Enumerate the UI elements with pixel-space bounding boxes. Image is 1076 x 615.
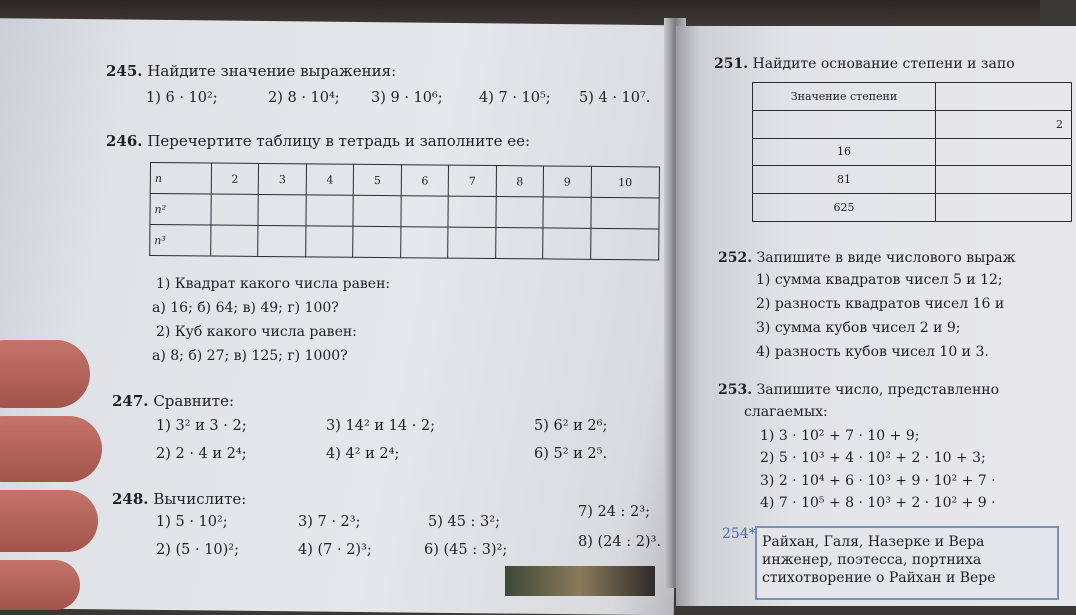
table-cell bbox=[305, 226, 353, 257]
ex245-number: 245. bbox=[106, 62, 143, 80]
ex253-item: 1) 3 · 10² + 7 · 10 + 9; bbox=[760, 428, 920, 444]
ex245-heading bbox=[106, 62, 396, 80]
ex247-item: 1) 3² и 3 · 2; bbox=[156, 418, 247, 434]
ex246-q2-options: а) 8; б) 27; в) 125; г) 1000? bbox=[152, 348, 348, 364]
table-row bbox=[753, 166, 1072, 194]
table-cell bbox=[496, 197, 544, 228]
ex252-item: 4) разность кубов чисел 10 и 3. bbox=[756, 344, 989, 360]
ex252-title: Запишите в виде числового выраж bbox=[756, 250, 1016, 266]
ex251-title: Найдите основание степени и запо bbox=[752, 56, 1015, 72]
ex253-item: 3) 2 · 10⁴ + 6 · 10³ + 9 · 10² + 7 · bbox=[760, 473, 996, 489]
page-illustration bbox=[505, 566, 655, 596]
ex253-item: 4) 7 · 10⁵ + 8 · 10³ + 2 · 10² + 9 · bbox=[760, 495, 996, 511]
table-cell bbox=[936, 166, 1072, 194]
table-row bbox=[753, 138, 1072, 166]
table-cell bbox=[400, 227, 448, 258]
table-cell: n² bbox=[150, 194, 211, 226]
ex248-item: 5) 45 : 3²; bbox=[428, 514, 500, 530]
ex247-title: Сравните: bbox=[153, 392, 235, 410]
hand bbox=[0, 330, 100, 600]
ex248-item: 6) (45 : 3)²; bbox=[424, 542, 508, 558]
table-cell: 16 bbox=[753, 138, 936, 166]
table-cell: 9 bbox=[543, 166, 591, 197]
table-cell bbox=[258, 225, 306, 256]
ex245-item: 3) 9 · 10⁶; bbox=[371, 90, 443, 106]
ex247-item: 4) 4² и 2⁴; bbox=[326, 446, 400, 462]
ex245-item: 1) 6 · 10²; bbox=[146, 90, 218, 106]
table-cell: 2 bbox=[211, 163, 259, 194]
table-cell: n bbox=[150, 163, 211, 195]
table-cell bbox=[543, 197, 591, 228]
table-cell bbox=[590, 228, 659, 260]
ex253-title: Запишите число, представленно bbox=[756, 382, 1000, 398]
ex254-line: инженер, поэтесса, портниха bbox=[762, 552, 982, 568]
finger bbox=[0, 560, 80, 610]
table-cell bbox=[543, 228, 591, 259]
ex247-item: 3) 14² и 14 · 2; bbox=[326, 418, 436, 434]
table-cell bbox=[401, 196, 449, 227]
ex248-item: 4) (7 · 2)³; bbox=[298, 542, 372, 558]
table-cell: 5 bbox=[353, 164, 401, 195]
ex254-line: стихотворение о Райхан и Вере bbox=[762, 570, 996, 586]
ex248-item: 1) 5 · 10²; bbox=[156, 514, 228, 530]
table-cell bbox=[353, 195, 401, 226]
table-cell: 81 bbox=[753, 166, 936, 194]
table-cell: 2 bbox=[936, 110, 1072, 138]
ex253-number: 253. bbox=[718, 382, 753, 398]
ex246-number: 246. bbox=[106, 132, 143, 150]
ex247-number: 247. bbox=[112, 392, 149, 410]
ex248-item: 3) 7 · 2³; bbox=[298, 514, 361, 530]
table-cell bbox=[448, 227, 496, 258]
table-cell: 6 bbox=[401, 165, 449, 196]
ex253-heading bbox=[718, 382, 999, 398]
finger bbox=[0, 490, 98, 552]
ex247-heading bbox=[112, 392, 234, 410]
ex245-item: 5) 4 · 10⁷. bbox=[579, 90, 651, 106]
ex246-q2: 2) Куб какого числа равен: bbox=[156, 324, 357, 340]
ex248-number: 248. bbox=[112, 490, 149, 508]
table-cell: 7 bbox=[448, 165, 496, 196]
table-cell bbox=[936, 194, 1072, 222]
table-cell bbox=[306, 195, 354, 226]
ex246-q1: 1) Квадрат какого числа равен: bbox=[156, 276, 391, 292]
ex252-heading bbox=[718, 250, 1016, 266]
ex251-number: 251. bbox=[714, 56, 749, 72]
table-cell bbox=[591, 197, 660, 229]
ex245-items bbox=[146, 90, 666, 110]
ex252-item: 1) сумма квадратов чисел 5 и 12; bbox=[756, 272, 1003, 288]
table-cell: 4 bbox=[306, 164, 354, 195]
table-cell bbox=[936, 138, 1072, 166]
ex253-item: 2) 5 · 10³ + 4 · 10² + 2 · 10 + 3; bbox=[760, 450, 986, 466]
ex248-row2 bbox=[156, 534, 662, 562]
ex248-heading bbox=[112, 490, 246, 508]
ex248-item: 7) 24 : 2³; bbox=[578, 504, 650, 520]
ex247-item: 2) 2 · 4 и 2⁴; bbox=[156, 446, 247, 462]
ex248-item: 2) (5 · 10)²; bbox=[156, 542, 240, 558]
ex247-row2 bbox=[156, 446, 656, 466]
table-row bbox=[753, 110, 1072, 138]
ex252-number: 252. bbox=[718, 250, 753, 266]
ex248-item: 8) (24 : 2)³. bbox=[578, 534, 662, 550]
table-cell: Значение степени bbox=[753, 83, 936, 111]
ex252-item: 3) сумма кубов чисел 2 и 9; bbox=[756, 320, 961, 336]
finger bbox=[0, 340, 90, 408]
ex247-item: 5) 6² и 2⁶; bbox=[534, 418, 608, 434]
ex253-title2: слагаемых: bbox=[744, 404, 828, 420]
table-cell: 10 bbox=[591, 166, 660, 198]
ex247-row1 bbox=[156, 418, 656, 438]
table-row bbox=[150, 163, 659, 198]
table-cell bbox=[495, 228, 543, 259]
table-cell: 3 bbox=[259, 163, 307, 194]
ex246-heading bbox=[106, 132, 530, 150]
table-cell bbox=[753, 110, 936, 138]
ex252-item: 2) разность квадратов чисел 16 и bbox=[756, 296, 1005, 312]
table-cell: 8 bbox=[496, 166, 544, 197]
table-row bbox=[150, 194, 659, 229]
ex247-item: 6) 5² и 2⁵. bbox=[534, 446, 608, 462]
ex245-item: 2) 8 · 10⁴; bbox=[268, 90, 340, 106]
table-cell bbox=[353, 226, 401, 257]
table-cell: 625 bbox=[753, 194, 936, 222]
table-row bbox=[753, 194, 1072, 222]
finger bbox=[0, 416, 102, 482]
ex246-q1-options: а) 16; б) 64; в) 49; г) 100? bbox=[152, 300, 339, 316]
ex254-number: 254* bbox=[722, 526, 756, 542]
table-cell: n³ bbox=[150, 225, 211, 257]
ex248-row1 bbox=[156, 504, 656, 534]
ex246-title: Перечертите таблицу в тетрадь и заполните ее: bbox=[147, 132, 531, 150]
ex254-line: Райхан, Галя, Назерке и Вера bbox=[762, 534, 985, 550]
table-cell bbox=[936, 83, 1072, 111]
table-cell bbox=[211, 194, 259, 225]
table-row bbox=[753, 83, 1072, 111]
table-cell bbox=[258, 194, 306, 225]
ex248-title: Вычислите: bbox=[153, 490, 247, 508]
ex246-table bbox=[149, 162, 660, 260]
table-cell bbox=[448, 196, 496, 227]
ex245-title: Найдите значение выражения: bbox=[147, 62, 397, 80]
ex251-heading bbox=[714, 56, 1015, 72]
table-row bbox=[150, 225, 659, 260]
table-cell bbox=[211, 225, 259, 256]
ex245-item: 4) 7 · 10⁵; bbox=[479, 90, 551, 106]
ex251-table bbox=[752, 82, 1072, 222]
